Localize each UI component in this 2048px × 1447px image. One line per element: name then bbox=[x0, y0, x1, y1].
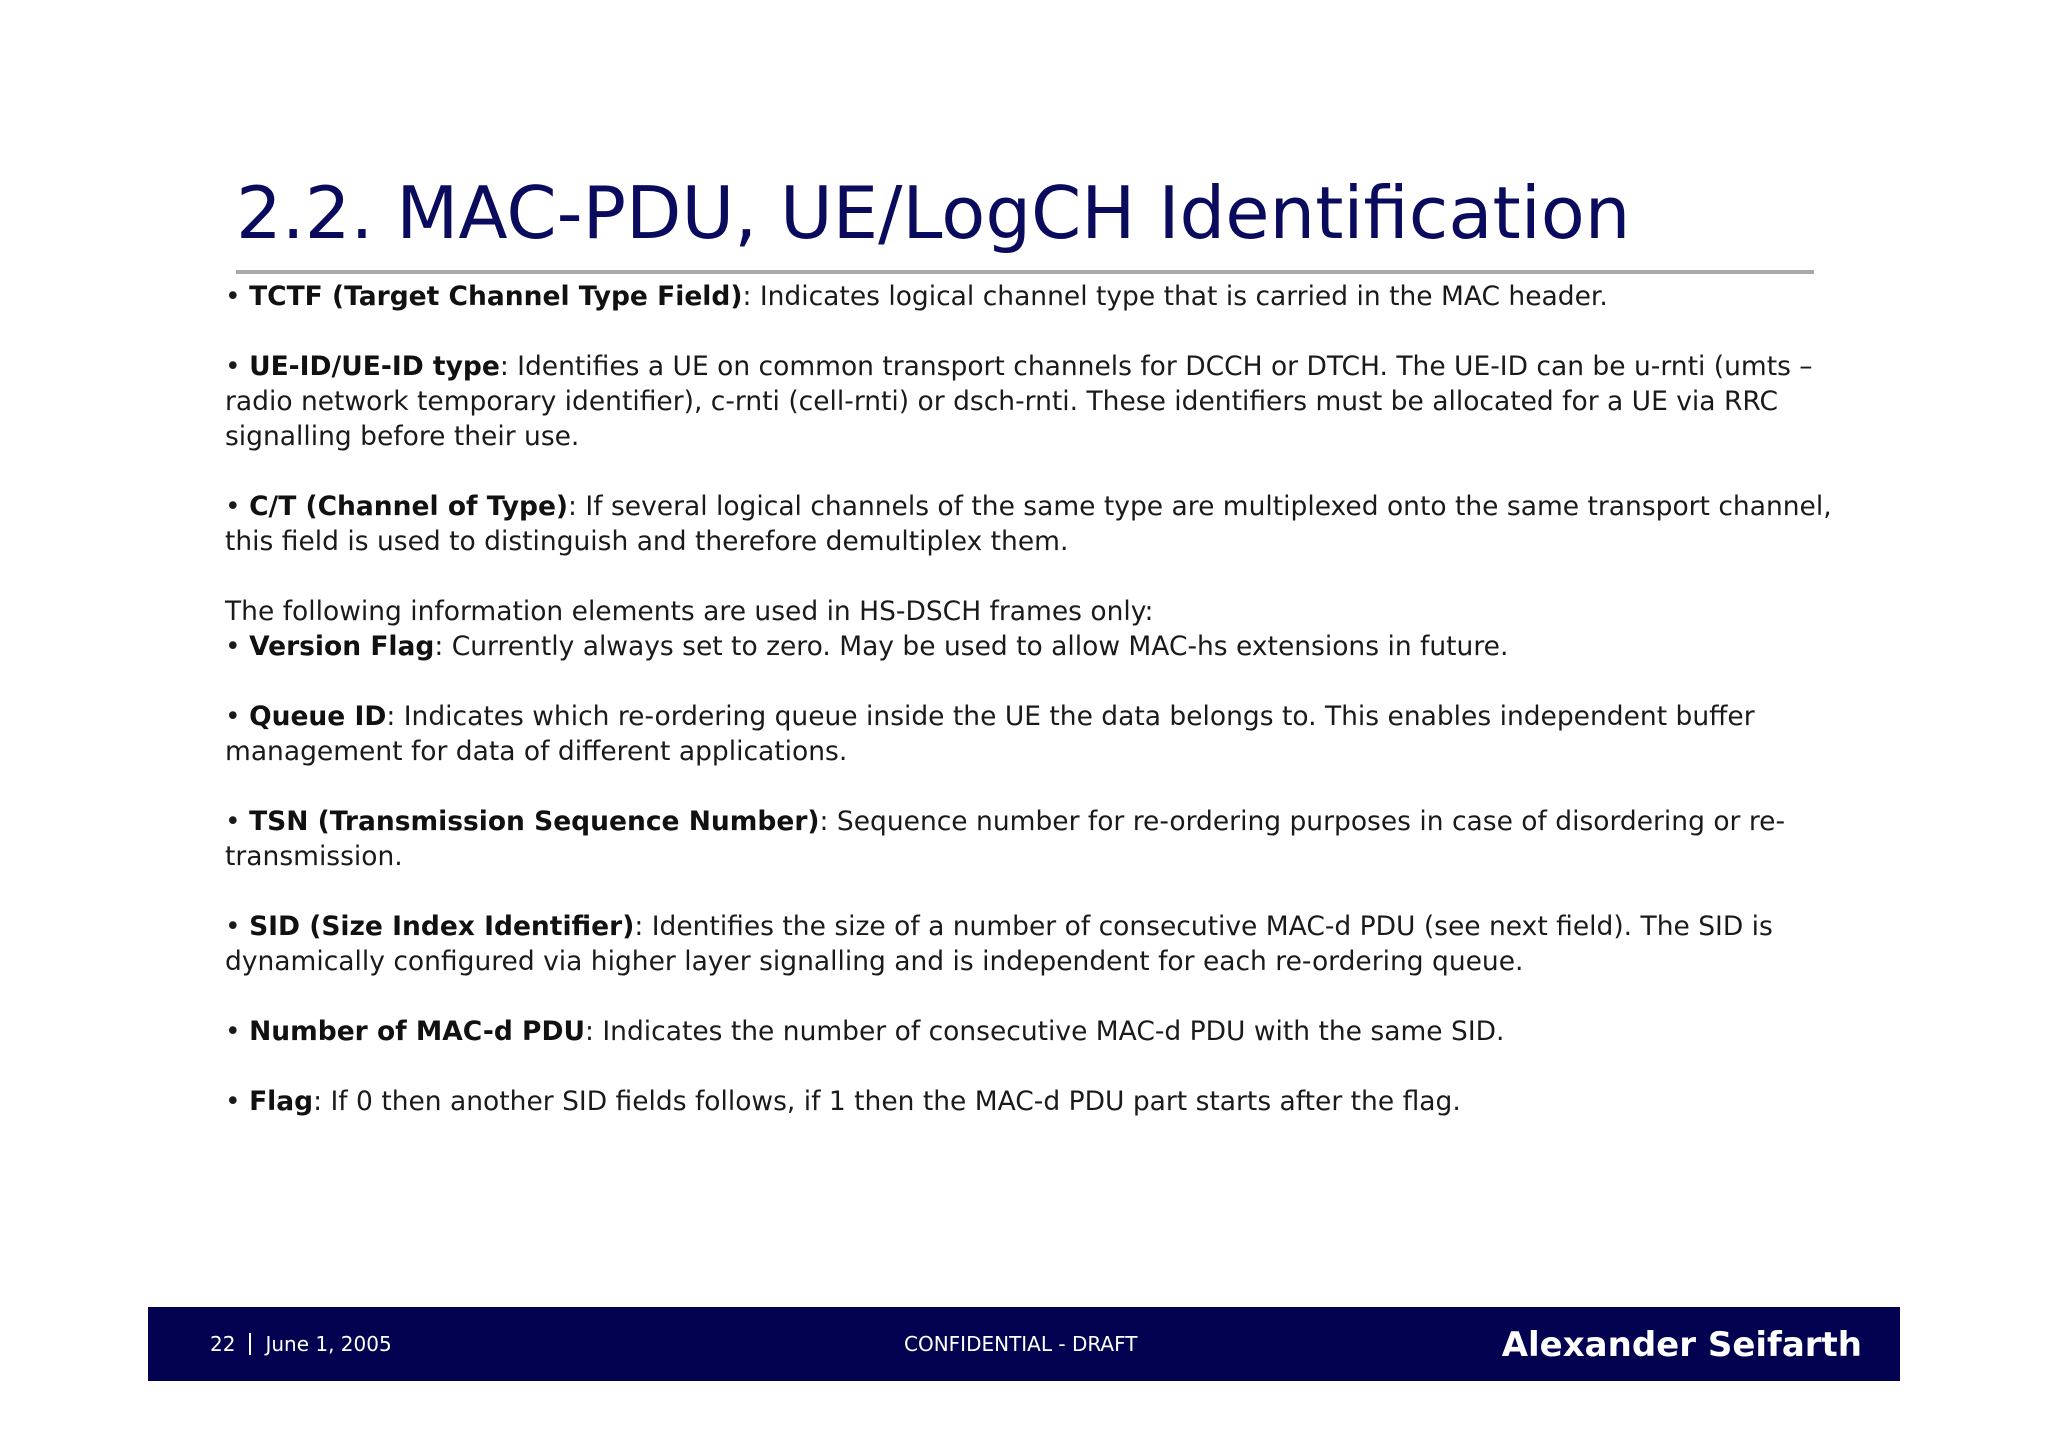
term-flag: Flag bbox=[249, 1086, 314, 1117]
desc-flag: : If 0 then another SID fields follows, if 1 then the MAC-d PDU part starts after the flag. bbox=[313, 1086, 1461, 1117]
slide-title: 2.2. MAC-PDU, UE/LogCH Identification bbox=[236, 171, 1631, 255]
slide-body bbox=[225, 279, 1845, 1119]
desc-tctf: : Indicates logical channel type that is carried in the MAC header. bbox=[742, 281, 1608, 312]
footer-date: June 1, 2005 bbox=[265, 1332, 392, 1356]
term-tsn: TSN (Transmission Sequence Number) bbox=[249, 806, 820, 837]
term-ct: C/T (Channel of Type) bbox=[249, 491, 569, 522]
term-version-flag: Version Flag bbox=[249, 631, 435, 662]
bullet-queue-id: • Queue ID: Indicates which re-ordering queue inside the UE the data belongs to. This enables independent buffer management for data of different applications. bbox=[225, 701, 1755, 767]
page-number: 22 bbox=[210, 1332, 236, 1356]
footer-bar bbox=[148, 1307, 1900, 1381]
bullet-tctf: • TCTF (Target Channel Type Field): Indicates logical channel type that is carried in the MAC header. bbox=[225, 281, 1608, 312]
bullet-flag: • Flag: If 0 then another SID fields follows, if 1 then the MAC-d PDU part starts after the flag. bbox=[225, 1086, 1461, 1117]
footer-author: Alexander Seifarth bbox=[1501, 1325, 1862, 1365]
desc-sid: : Identifies the size of a number of consecutive MAC-d PDU (see next field). The SID is dynamically configured via higher layer signalling and is independent for each re-ordering queue. bbox=[225, 911, 1773, 977]
desc-ueid: : Identifies a UE on common transport channels for DCCH or DTCH. The UE-ID can be u-rnti (umts – radio network temporary identifier), c-rnti (cell-rnti) or dsch-rnti. These identifiers must be allocated for a UE via RRC signalling before their use. bbox=[225, 351, 1813, 452]
desc-version-flag: : Currently always set to zero. May be used to allow MAC-hs extensions in future. bbox=[434, 631, 1509, 662]
desc-tsn: : Sequence number for re-ordering purposes in case of disordering or re-transmission. bbox=[225, 806, 1786, 872]
term-queue-id: Queue ID bbox=[249, 701, 387, 732]
bullet-num-macd: • Number of MAC-d PDU: Indicates the number of consecutive MAC-d PDU with the same SID. bbox=[225, 1016, 1505, 1047]
hs-dsch-intro: The following information elements are used in HS-DSCH frames only: bbox=[225, 596, 1154, 627]
bullet-version-flag: • Version Flag: Currently always set to zero. May be used to allow MAC-hs extensions in future. bbox=[225, 631, 1509, 662]
bullet-tsn: • TSN (Transmission Sequence Number): Sequence number for re-ordering purposes in case of disordering or re-transmission. bbox=[225, 806, 1786, 872]
bullet-sid: • SID (Size Index Identifier): Identifies the size of a number of consecutive MAC-d PDU (see next field). The SID is dynamically configured via higher layer signalling and is independent for each re-ordering queue. bbox=[225, 911, 1773, 977]
term-num-macd: Number of MAC-d PDU bbox=[249, 1016, 585, 1047]
desc-num-macd: : Indicates the number of consecutive MAC-d PDU with the same SID. bbox=[584, 1016, 1505, 1047]
term-ueid: UE-ID/UE-ID type bbox=[249, 351, 500, 382]
term-tctf: TCTF (Target Channel Type Field) bbox=[249, 281, 743, 312]
term-sid: SID (Size Index Identifier) bbox=[249, 911, 635, 942]
title-divider bbox=[236, 270, 1814, 274]
footer-separator bbox=[249, 1333, 251, 1355]
desc-queue-id: : Indicates which re-ordering queue inside the UE the data belongs to. This enables independent buffer management for data of different applications. bbox=[225, 701, 1755, 767]
bullet-ct: • C/T (Channel of Type): If several logical channels of the same type are multiplexed onto the same transport channel, this field is used to distinguish and therefore demultiplex them. bbox=[225, 491, 1832, 557]
footer-left bbox=[210, 1332, 392, 1356]
footer-classification: CONFIDENTIAL - DRAFT bbox=[904, 1332, 1138, 1356]
desc-ct: : If several logical channels of the same type are multiplexed onto the same transport channel, this field is used to distinguish and therefore demultiplex them. bbox=[225, 491, 1832, 557]
bullet-ueid: • UE-ID/UE-ID type: Identifies a UE on common transport channels for DCCH or DTCH. The UE-ID can be u-rnti (umts – radio network temporary identifier), c-rnti (cell-rnti) or dsch-rnti. These identifiers must be allocated for a UE via RRC signalling before their use. bbox=[225, 351, 1813, 452]
